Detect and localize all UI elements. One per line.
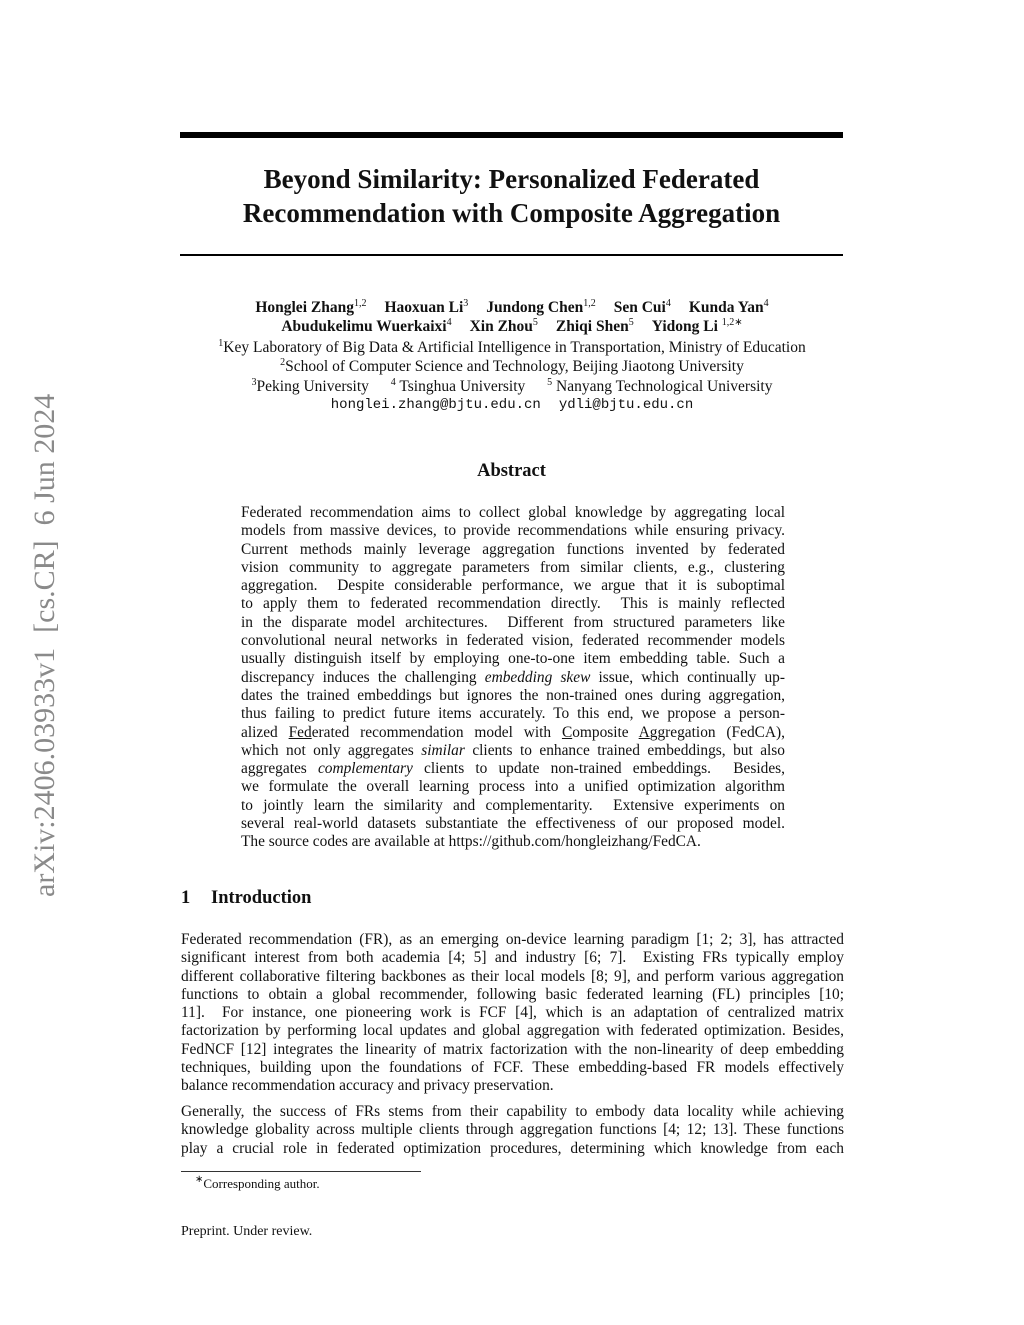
- author-name: Abudukelimu Wuerkaixi: [281, 318, 447, 336]
- text-run: usually distinguish itself by employing one-to-one item embedding table. Such a: [241, 650, 785, 668]
- text-run: functions to obtain a global recommender, following basic federated learning (FL) principles [10;: [181, 985, 844, 1003]
- footnote-text: Corresponding author.: [203, 1176, 320, 1191]
- author-name: Yidong Li: [651, 318, 722, 336]
- author-name: Honglei Zhang: [255, 299, 354, 316]
- paragraph-line: [181, 1059, 844, 1077]
- paragraph-line: [181, 1140, 844, 1158]
- abstract-line: [241, 669, 785, 687]
- abstract-line: [241, 577, 785, 595]
- text-run: play a crucial role in federated optimization procedures, determining which knowledge from each: [181, 1139, 844, 1157]
- author-affil-mark: 5: [532, 317, 538, 329]
- abstract-line: [241, 522, 785, 540]
- email-link[interactable]: ydli@bjtu.edu.cn: [558, 396, 694, 413]
- arxiv-side-stamp: arXiv:2406.03933v1 [cs.CR] 6 Jun 2024: [28, 393, 61, 897]
- author-affil-mark: 5: [628, 317, 634, 329]
- section-number: 1: [181, 888, 191, 908]
- paper-title: [180, 162, 843, 230]
- preprint-note: Preprint. Under review.: [181, 1224, 313, 1239]
- affil-sup: 3: [251, 376, 257, 388]
- affil-text: Nanyang Technological University: [552, 377, 773, 395]
- text-run: we formulate the overall learning process into a unified optimization algorithm: [241, 778, 785, 796]
- abstract-line: [241, 632, 785, 650]
- intro-paragraph-1: [181, 931, 844, 1096]
- footnote-rule: [181, 1171, 421, 1172]
- author-affil-mark: 1,2: [583, 298, 596, 309]
- author-name: Sen Cui: [613, 299, 666, 316]
- text-run: significant interest from both academia [4; 5] and industry [6; 7]. Existing FRs typically employ: [181, 949, 844, 967]
- emphasis-text: complementary: [317, 760, 413, 778]
- title-bottom-rule: [180, 254, 843, 256]
- text-run: Generally, the success of FRs stems from their capability to embody data locality while achieving: [181, 1103, 844, 1120]
- section-title: Introduction: [211, 888, 312, 908]
- paragraph-line: [181, 1022, 844, 1040]
- affil-sup: 1: [218, 338, 224, 349]
- text-run: several real-world datasets substantiate the effectiveness of our proposed model.: [241, 815, 785, 833]
- paragraph-line: [181, 1121, 844, 1139]
- abstract-heading: Abstract: [477, 461, 546, 481]
- text-run: Current methods mainly leverage aggregation functions invented by federated: [241, 540, 785, 558]
- author-name: Kunda Yan: [688, 299, 764, 316]
- text-run: vision community to aggregate parameters from similar clients, e.g., clustering: [241, 558, 785, 576]
- author-name: Haoxuan Li: [384, 299, 464, 316]
- author-row: [150, 317, 874, 336]
- abstract-line: [241, 833, 785, 851]
- abstract-line: [241, 687, 785, 705]
- paragraph-line: [181, 1103, 844, 1121]
- author-name: Xin Zhou: [469, 318, 533, 336]
- underlined-text: Fed: [288, 723, 312, 741]
- emphasis-text: embedding skew: [484, 668, 591, 686]
- affiliation-1: [150, 338, 874, 357]
- author-affil-mark: 1,2∗: [721, 317, 743, 329]
- affil-sup: 4: [390, 376, 396, 388]
- email-link[interactable]: honglei.zhang@bjtu.edu.cn: [330, 396, 541, 413]
- abstract-line: [241, 559, 785, 577]
- text-run: balance recommendation accuracy and privacy preservation.: [181, 1077, 554, 1095]
- text-run: ggregation (FedCA),: [649, 723, 785, 741]
- author-name: Zhiqi Shen: [555, 318, 629, 336]
- affiliation-3: [150, 377, 874, 396]
- text-run: techniques, building upon the foundations of FCF. These embedding-based FR models effectively: [181, 1059, 844, 1077]
- intro-paragraph-2: [181, 1103, 844, 1158]
- text-run: clients to update non-trained embeddings. Besides,: [412, 760, 785, 778]
- text-run: aggregation. Despite considerable performance, we argue that it is suboptimal: [241, 577, 785, 595]
- abstract-line: [241, 760, 785, 778]
- author-row: [150, 298, 874, 317]
- text-run: erated recommendation model with: [311, 723, 562, 741]
- author-affil-mark: 4: [665, 298, 671, 309]
- underlined-text: A: [638, 723, 650, 741]
- text-run: knowledge globality across multiple clients through aggregation functions [4; 12; 13]. These functions: [181, 1121, 844, 1139]
- title-line-2: Recommendation with Composite Aggregation: [242, 198, 781, 228]
- paragraph-line: [181, 1077, 844, 1095]
- affiliation-2: [150, 357, 874, 376]
- text-run: omposite: [572, 723, 639, 741]
- author-affil-mark: 3: [463, 298, 469, 309]
- text-run: discrepancy induces the challenging: [241, 668, 485, 686]
- section-heading: [181, 888, 311, 909]
- abstract-line: [241, 541, 785, 559]
- text-run: convolutional neural networks in federated vision, federated recommender models: [241, 632, 785, 650]
- paragraph-line: [181, 1041, 844, 1059]
- paragraph-line: [181, 968, 844, 986]
- text-run: issue, which continually up-: [590, 668, 785, 686]
- text-run: to jointly learn the similarity and complementarity. Extensive experiments on: [241, 796, 785, 814]
- text-run: to apply them to federated recommendation directly. This is mainly reflected: [241, 595, 785, 613]
- author-affil-mark: 1,2: [353, 298, 367, 309]
- affil-sup: 2: [280, 357, 286, 369]
- paragraph-line: [181, 949, 844, 967]
- affil-text: Tsinghua University: [395, 377, 526, 395]
- text-run: dates the trained embeddings but ignores the non-trained ones during aggregation,: [241, 686, 785, 704]
- footnote: [195, 1176, 320, 1192]
- abstract-line: [241, 650, 785, 668]
- affil-text: School of Computer Science and Technology, Beijing Jiaotong University: [285, 358, 744, 376]
- text-run: in the disparate model architectures. Different from structured parameters like: [241, 613, 785, 631]
- text-run: Federated recommendation (FR), as an emerging on-device learning paradigm [1; 2; 3], has attracted: [181, 931, 844, 948]
- text-run: aggregates: [241, 760, 318, 778]
- abstract-line: [241, 815, 785, 833]
- affil-text: Peking University: [256, 377, 369, 395]
- author-affil-mark: 4: [446, 317, 452, 329]
- text-run: FedNCF [12] integrates the linearity of matrix factorization with the non-linearity of deep embedding: [181, 1040, 844, 1058]
- abstract-line: [241, 614, 785, 632]
- text-run: 11]. For instance, one pioneering work is FCF [4], which is an adaptation of centralized matrix: [181, 1004, 844, 1022]
- abstract-line: [241, 797, 785, 815]
- text-run: thus failing to predict future items accurately. To this end, we propose a person-: [241, 705, 785, 723]
- affil-text: Key Laboratory of Big Data & Artificial Intelligence in Transportation, Ministry of Education: [223, 339, 806, 356]
- paragraph-line: [181, 931, 844, 949]
- abstract-line: [241, 742, 785, 760]
- text-run: models from massive devices, to provide recommendations while ensuring privacy.: [241, 522, 785, 540]
- author-affil-mark: 4: [763, 298, 769, 309]
- abstract-line: [241, 778, 785, 796]
- author-list: [150, 298, 874, 337]
- abstract-line: [241, 595, 785, 613]
- text-run: alized: [241, 723, 289, 741]
- abstract-body: [241, 504, 785, 852]
- text-run: which not only aggregates: [241, 741, 422, 759]
- emphasis-text: similar: [421, 741, 465, 759]
- text-run: Federated recommendation aims to collect global knowledge by aggregating local: [241, 504, 785, 521]
- abstract-line: [241, 724, 785, 742]
- text-run: factorization by performing local updates and global aggregation with federated optimization. Besides,: [181, 1022, 844, 1040]
- affiliations: [150, 338, 874, 415]
- abstract-line: [241, 504, 785, 522]
- title-top-rule: [180, 132, 843, 138]
- footnote-mark: ∗: [195, 1174, 204, 1185]
- abstract-line: [241, 705, 785, 723]
- paragraph-line: [181, 1004, 844, 1022]
- author-name: Jundong Chen: [486, 299, 584, 316]
- text-run: different collaborative filtering backbones as their local models [8; 9], and perform various aggregation: [181, 967, 844, 985]
- underlined-text: C: [561, 723, 573, 741]
- text-run: clients to enhance trained embeddings, but also: [464, 741, 785, 759]
- emails: [150, 396, 874, 415]
- affil-sup: 5: [547, 376, 553, 388]
- paragraph-line: [181, 986, 844, 1004]
- title-line-1: Beyond Similarity: Personalized Federated: [263, 164, 760, 194]
- text-run: The source codes are available at https://github.com/hongleizhang/FedCA.: [241, 833, 701, 851]
